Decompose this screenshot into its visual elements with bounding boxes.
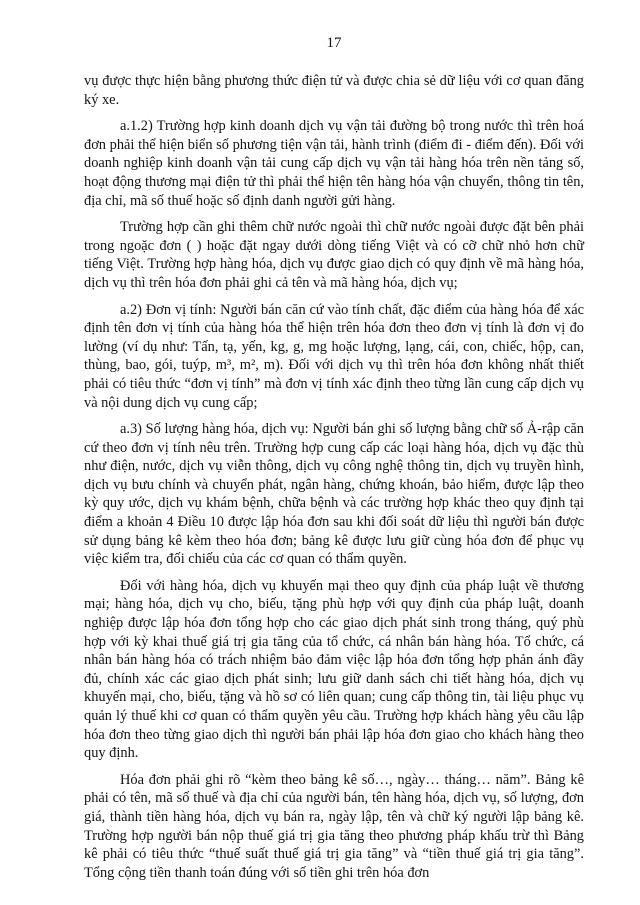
paragraph-a-1-2: a.1.2) Trường hợp kinh doanh dịch vụ vận tải đường bộ trong nước thì trên hoá đơn phải thể hiện biển số phương tiện vận tải, hành trình (điểm đi - điểm đến). Đối với doanh nghiệp kinh doanh vận tải cung cấp dịch vụ vận tải hàng hóa trên nền tảng số, hoạt động thương mại điện tử thì phải thể hiện tên hàng hóa vận chuyển, thông tin tên, địa chỉ, mã số thuế hoặc số định danh người gửi hàng.	[84, 118, 584, 209]
paragraph-promotion-goods: Đối với hàng hóa, dịch vụ khuyến mại theo quy định của pháp luật về thương mại; hàng hóa, dịch vụ cho, biếu, tặng phù hợp với quy định của pháp luật, doanh nghiệp được lập hóa đơn tổng hợp cho các giao dịch phát sinh trong tháng, quý phù hợp với kỳ khai thuế giá trị gia tăng của tổ chức, cá nhân bán hàng hóa. Tổ chức, cá nhân bán hàng hóa có trách nhiệm bảo đảm việc lập hóa đơn tổng hợp phản ánh đầy đủ, chính xác các giao dịch phát sinh; lưu giữ danh sách chi tiết hàng hóa, dịch vụ khuyến mại, cho, biếu, tặng và hồ sơ có liên quan; cung cấp thông tin, tài liệu phục vụ quản lý thuế khi cơ quan có thẩm quyền yêu cầu. Trường hợp khách hàng yêu cầu lập hóa đơn theo từng giao dịch thì người bán phải lập hóa đơn giao cho khách hàng theo quy định.	[84, 577, 584, 762]
paragraph-continuation: vụ được thực hiện bằng phương thức điện tử và được chia sẻ dữ liệu với cơ quan đăng ký xe.	[84, 73, 584, 108]
paragraph-foreign-language: Trường hợp cần ghi thêm chữ nước ngoài thì chữ nước ngoài được đặt bên phải trong ngoặc đơn ( ) hoặc đặt ngay dưới dòng tiếng Việt và có cỡ chữ nhỏ hơn chữ tiếng Việt. Trường hợp hàng hóa, dịch vụ được giao dịch có quy định về mã hàng hóa, dịch vụ thì trên hóa đơn phải ghi cả tên và mã hàng hóa, dịch vụ;	[84, 219, 584, 291]
page-number: 17	[326, 35, 342, 51]
paragraph-a-2-unit: a.2) Đơn vị tính: Người bán căn cứ vào tính chất, đặc điểm của hàng hóa để xác định tên đơn vị tính của hàng hóa thể hiện trên hóa đơn theo đơn vị tính là đơn vị đo lường (ví dụ như: Tấn, tạ, yến, kg, g, mg hoặc lượng, lạng, cái, con, chiếc, hộp, can, thùng, bao, gói, tuýp, m³, m², m). Đối với dịch vụ thì trên hóa đơn không nhất thiết phải có tiêu thức “đơn vị tính” mà đơn vị tính xác định theo từng lần cung cấp dịch vụ và nội dung dịch vụ cung cấp;	[84, 301, 584, 411]
paragraph-attached-list: Hóa đơn phải ghi rõ “kèm theo bảng kê số…, ngày… tháng… năm”. Bảng kê phải có tên, mã số thuế và địa chỉ của người bán, tên hàng hóa, dịch vụ, số lượng, đơn giá, thành tiền hàng hóa, dịch vụ bán ra, ngày lập, tên và chữ ký người lập bảng kê. Trường hợp người bán nộp thuế giá trị gia tăng theo phương pháp khấu trừ thì Bảng kê phải có tiêu thức “thuế suất thuế giá trị gia tăng” và “tiền thuế giá trị gia tăng”. Tổng cộng tiền thanh toán đúng với số tiền ghi trên hóa đơn	[84, 771, 584, 881]
paragraph-a-3-quantity: a.3) Số lượng hàng hóa, dịch vụ: Người bán ghi số lượng bằng chữ số Ả-rập căn cứ theo đơn vị tính nêu trên. Trường hợp cung cấp các loại hàng hóa, dịch vụ đặc thù như điện, nước, dịch vụ viễn thông, dịch vụ công nghệ thông tin, dịch vụ truyền hình, dịch vụ bưu chính và chuyển phát, ngân hàng, chứng khoán, bảo hiểm, được lập theo kỳ quy ước, dịch vụ khám bệnh, chữa bệnh và các trường hợp khác theo quy định tại điểm a khoản 4 Điều 10 được lập hóa đơn sau khi đối soát dữ liệu thì người bán được sử dụng bảng kê kèm theo hóa đơn; bảng kê được lưu giữ cùng hóa đơn để phục vụ việc kiểm tra, đối chiếu của các cơ quan có thẩm quyền.	[84, 421, 584, 568]
document-page	[84, 34, 584, 890]
